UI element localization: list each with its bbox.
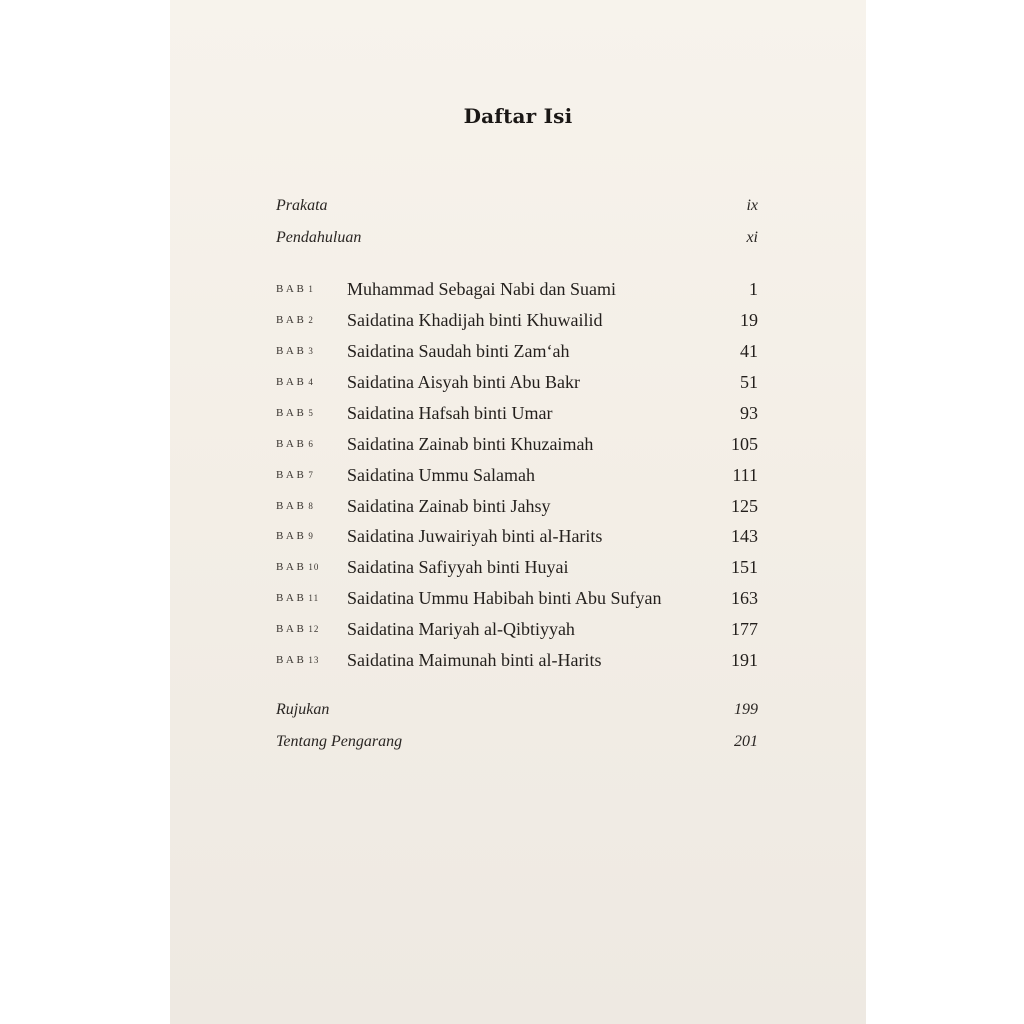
toc-chapter-12: [276, 617, 758, 641]
chapter-page: 163: [731, 588, 758, 608]
chapter-title: Saidatina Maimunah binti al-Harits: [347, 650, 602, 670]
toc-entry-label: Rujukan: [276, 701, 330, 718]
chapter-page: 177: [731, 619, 758, 639]
chapter-title: Saidatina Saudah binti Zam‘ah: [347, 341, 570, 361]
chapter-label: BAB 5: [276, 407, 314, 419]
chapter-title: Saidatina Zainab binti Khuzaimah: [347, 434, 594, 454]
chapter-title: Saidatina Safiyyah binti Huyai: [347, 557, 569, 577]
toc-chapter-13: [276, 648, 758, 672]
chapter-page: 51: [740, 372, 758, 392]
chapter-title: Muhammad Sebagai Nabi dan Suami: [347, 279, 616, 299]
chapter-page: 105: [731, 434, 758, 454]
toc-chapter-6: [276, 432, 758, 456]
book-page: [170, 0, 866, 1024]
toc-entry-label: Prakata: [276, 197, 328, 214]
chapter-label: BAB 3: [276, 345, 314, 357]
chapter-label: BAB 8: [276, 500, 314, 512]
toc-chapter-5: [276, 401, 758, 425]
toc-entry-page: 199: [734, 701, 758, 718]
chapter-page: 151: [731, 557, 758, 577]
chapter-title: Saidatina Aisyah binti Abu Bakr: [347, 372, 580, 392]
chapter-title: Saidatina Mariyah al-Qibtiyyah: [347, 619, 575, 639]
chapter-label: BAB 1: [276, 283, 314, 295]
chapter-title: Saidatina Ummu Habibah binti Abu Sufyan: [347, 588, 662, 608]
toc-chapter-10: [276, 555, 758, 579]
chapter-label: BAB 9: [276, 530, 314, 542]
toc-entry-rujukan: [276, 698, 758, 722]
chapter-page: 93: [740, 403, 758, 423]
toc-entry-prakata: [276, 194, 758, 218]
chapter-title: Saidatina Zainab binti Jahsy: [347, 496, 551, 516]
chapter-page: 191: [731, 650, 758, 670]
page-title: Daftar Isi: [463, 104, 573, 128]
toc-chapter-9: [276, 524, 758, 548]
toc-entry-tentang-pengarang: [276, 730, 758, 754]
chapter-label: BAB 2: [276, 314, 314, 326]
chapter-label: BAB 6: [276, 438, 314, 450]
chapter-title: Saidatina Hafsah binti Umar: [347, 403, 553, 423]
chapter-label: BAB 7: [276, 469, 314, 481]
toc-entry-label: Pendahuluan: [276, 229, 362, 246]
toc-chapter-1: [276, 277, 758, 301]
toc-entry-label: Tentang Pengarang: [276, 733, 403, 750]
toc-entry-pendahuluan: [276, 226, 758, 250]
chapter-label: BAB 12: [276, 623, 320, 635]
chapter-label: BAB 10: [276, 561, 320, 573]
chapter-label: BAB 13: [276, 654, 320, 666]
chapter-page: 1: [749, 279, 758, 299]
toc-entry-page: 201: [734, 733, 758, 750]
toc-chapter-11: [276, 586, 758, 610]
chapter-page: 125: [731, 496, 758, 516]
toc-entry-page: ix: [746, 197, 758, 214]
chapter-page: 19: [740, 310, 758, 330]
chapter-page: 143: [731, 526, 758, 546]
toc-chapter-7: [276, 463, 758, 487]
chapter-title: Saidatina Juwairiyah binti al-Harits: [347, 526, 603, 546]
chapter-page: 41: [740, 341, 758, 361]
toc-chapter-3: [276, 339, 758, 363]
chapter-label: BAB 11: [276, 592, 320, 604]
chapter-label: BAB 4: [276, 376, 314, 388]
toc-chapter-4: [276, 370, 758, 394]
chapter-title: Saidatina Khadijah binti Khuwailid: [347, 310, 603, 330]
toc-chapter-2: [276, 308, 758, 332]
chapter-title: Saidatina Ummu Salamah: [347, 465, 535, 485]
chapter-page: 111: [732, 465, 758, 485]
toc-chapter-8: [276, 494, 758, 518]
toc-entry-page: xi: [746, 229, 758, 246]
